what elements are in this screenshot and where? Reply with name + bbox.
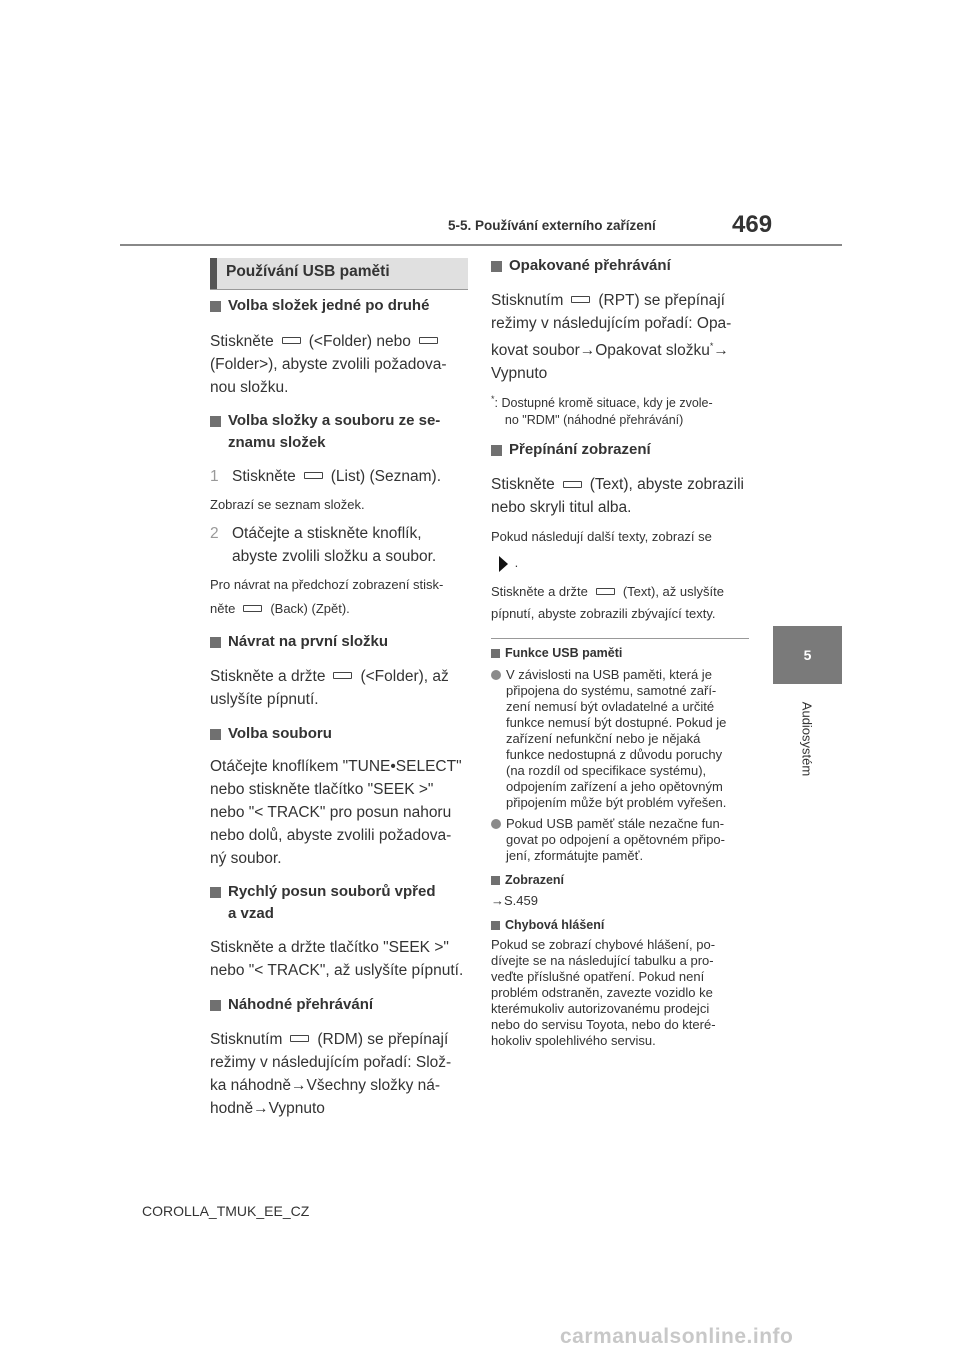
paragraph-line: ka náhodně→Všechny složky ná- [210, 1077, 441, 1094]
more-text-arrow-icon [497, 554, 511, 574]
paragraph-line: režimy v následujícím pořadí: Slož- [210, 1054, 452, 1071]
button-icon [282, 337, 301, 344]
right-column [491, 255, 751, 1049]
paragraph-line: nebo "< TRACK", až uslyšíte pípnutí. [210, 962, 464, 979]
section-rule [210, 289, 468, 290]
paragraph-line: Otáčejte knoflíkem "TUNE•SELECT" [210, 758, 462, 775]
step-note: něte (Back) (Zpět). [210, 601, 350, 616]
paragraph-line: kovat soubor→Opakovat složku*→ [491, 341, 729, 360]
step-note: Pro návrat na předchozí zobrazení stisk- [210, 577, 444, 592]
paragraph: Stisknutím (RPT) se přepínají [491, 292, 725, 309]
paragraph-line: Vypnuto [491, 365, 548, 383]
paragraph-line: ný soubor. [210, 850, 282, 867]
note-heading-usb: Funkce USB paměti [491, 645, 751, 662]
paragraph-line: nou složku. [210, 379, 289, 396]
button-icon [304, 472, 323, 479]
paragraph: Stiskněte a držte (<Folder), až [210, 668, 449, 685]
step-note: Zobrazí se seznam složek. [210, 497, 365, 512]
display-note: . [491, 553, 751, 574]
paragraph-line: nebo dolů, abyste zvolili požadova- [210, 827, 452, 844]
paragraph: Stisknutím (RDM) se přepínají [210, 1031, 449, 1048]
step-1: 1 Stiskněte (List) (Seznam). [210, 468, 442, 485]
note-heading-display: Zobrazení [491, 872, 751, 889]
paragraph-line: režimy v následujícím pořadí: Opa- [491, 315, 732, 332]
heading-random: Náhodné přehrávání [210, 994, 470, 1016]
paragraph-line: nebo skryli titul alba. [491, 499, 632, 517]
heading-folder-by-one: Volba složek jedné po druhé [210, 295, 470, 317]
watermark: carmanualsonline.info [560, 1325, 794, 1348]
note-bullet: V závislosti na USB paměti, která je připojena do systému, samotné zaří- zení nemusí být ovladatelné a určité funkce nemusí být dostupné. Pokud je zařízení nefunkční nebo je nějaká funkce nedostupná z důvodu poruchy (na rozdíl od specifikace systému), odpojením zařízení a jeho opětovným připojením může být problém vyřešen. [491, 667, 751, 811]
note-heading-errors: Chybová hlášení [491, 917, 751, 934]
heading-repeat: Opakované přehrávání [491, 255, 751, 277]
step-2: 2 Otáčejte a stiskněte knoflík, abyste zvolili složku a soubor. [210, 525, 437, 565]
button-icon [290, 1035, 309, 1042]
heading-select-file: Volba souboru [210, 723, 470, 745]
paragraph: Stiskněte (Text), abyste zobrazili [491, 476, 744, 494]
paragraph-line: (Folder>), abyste zvolili požadova- [210, 356, 447, 373]
button-icon [419, 337, 438, 344]
paragraph-line: uslyšíte pípnutí. [210, 691, 319, 708]
chapter-header: 5-5. Používání externího zařízení [448, 218, 656, 233]
paragraph-line: nebo stiskněte tlačítko "SEEK >" [210, 781, 434, 798]
paragraph-line: nebo "< TRACK" pro posun nahoru [210, 804, 452, 821]
heading-display-toggle: Přepínání zobrazení [491, 439, 751, 461]
button-icon [563, 481, 582, 488]
paragraph-line: Stiskněte a držte tlačítko "SEEK >" [210, 939, 449, 956]
heading-folder-list: Volba složky a souboru ze se- znamu složek [210, 410, 470, 454]
document-code: COROLLA_TMUK_EE_CZ [142, 1203, 310, 1219]
chapter-tab-label: Audiosystém [799, 701, 815, 777]
paragraph: Stiskněte (<Folder) nebo [210, 330, 470, 353]
heading-first-folder: Návrat na první složku [210, 631, 470, 653]
button-icon [243, 605, 262, 612]
chapter-tab[interactable]: 5 [773, 626, 842, 684]
section-title: Používání USB paměti [210, 258, 468, 289]
note-text: Pokud se zobrazí chybové hlášení, po- dívejte se na následující tabulku a pro- veďte příslušné opatření. Pokud není problém odstraněn, zavezte vozidlo ke kterémukoliv autorizovanému prodejci nebo do servisu Toyota, nebo do které- hokoliv spolehlivého servisu. [491, 936, 716, 1048]
button-icon [333, 672, 352, 679]
header-rule [120, 244, 842, 246]
display-note: Pokud následují další texty, zobrazí se [491, 529, 712, 545]
footnote: *: Dostupné kromě situace, kdy je zvole- no "RDM" (náhodné přehrávání) [491, 394, 713, 428]
button-icon [571, 296, 590, 303]
left-column [210, 295, 470, 1120]
heading-fast-forward: Rychlý posun souborů vpřed a vzad [210, 881, 470, 925]
display-note: pípnutí, abyste zobrazili zbývající texty. [491, 605, 716, 621]
page-number: 469 [732, 211, 773, 238]
button-icon [596, 588, 615, 595]
note-bullet: Pokud USB paměť stále nezačne fun- govat po odpojení a opětovném připo- jení, zformátujte paměť. [491, 816, 751, 864]
paragraph-line: hodně→Vypnuto [210, 1100, 325, 1117]
page-reference-link[interactable]: →S.459 [491, 892, 538, 908]
display-note: Stiskněte a držte (Text), až uslyšíte [491, 583, 724, 599]
